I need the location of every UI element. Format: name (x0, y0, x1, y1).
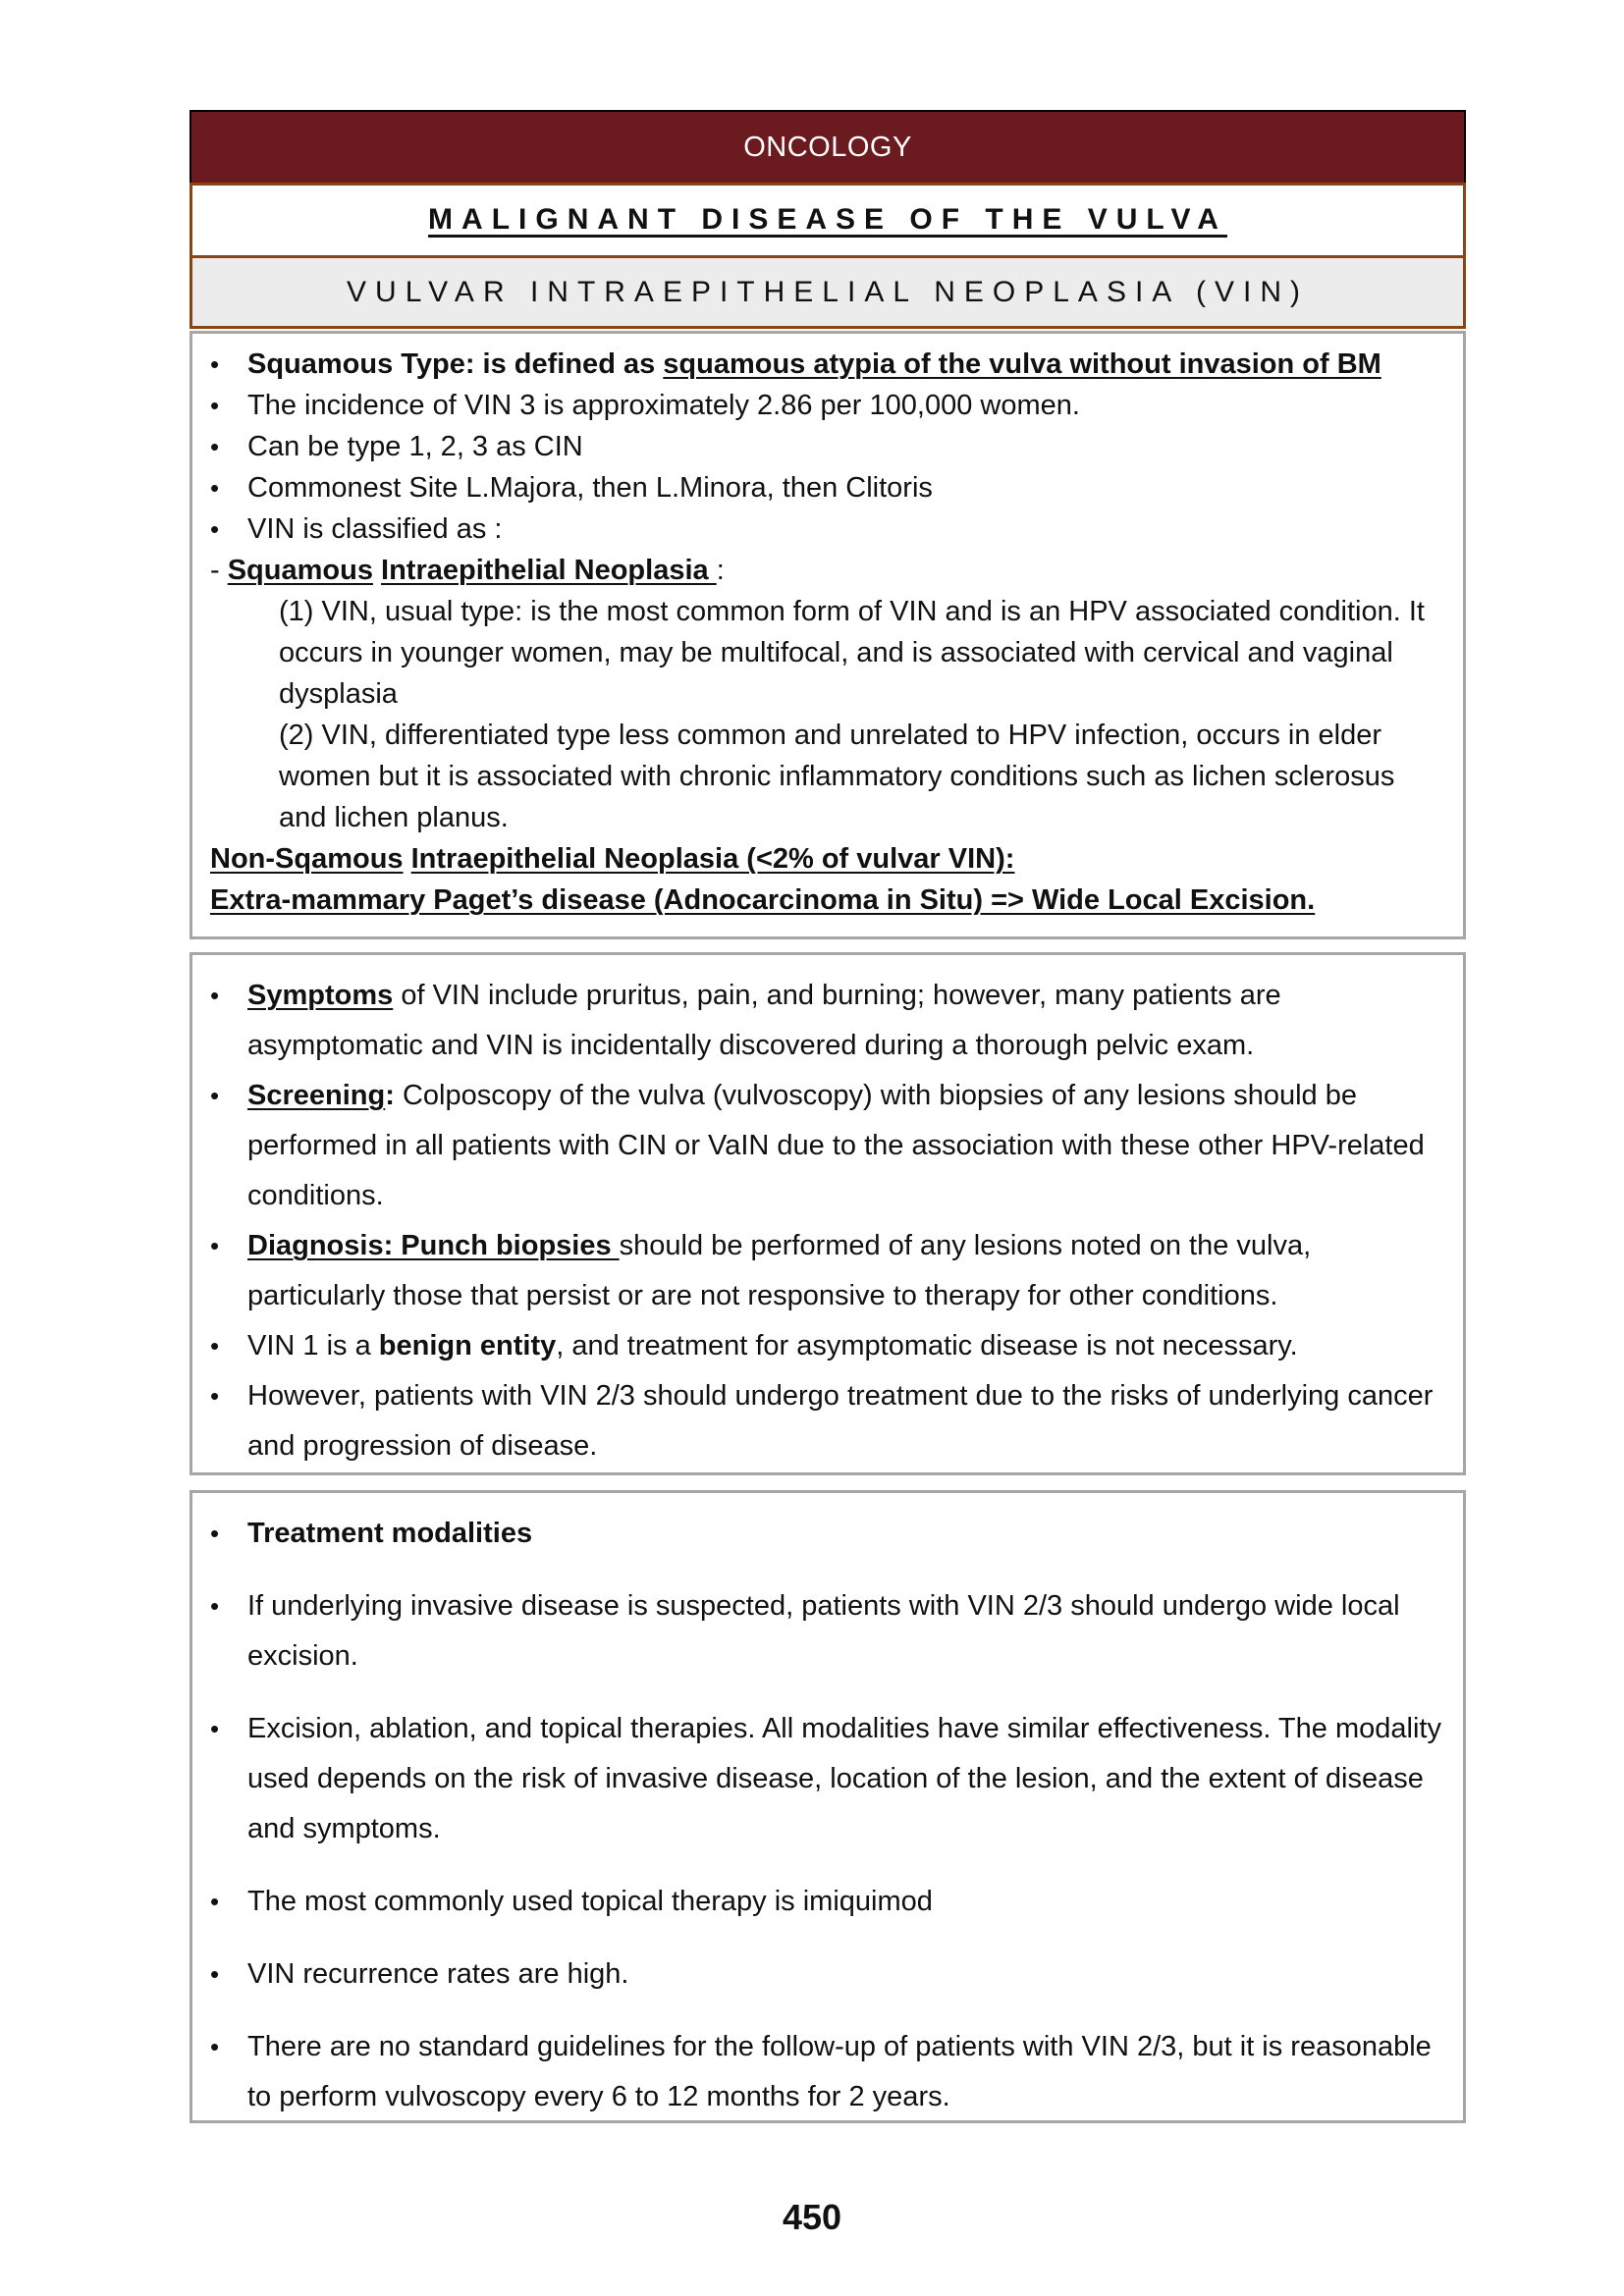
screening-colon: : (385, 1080, 395, 1111)
list-item (210, 1509, 1447, 1559)
non-squamous-word: Non-Sqamous (210, 843, 404, 875)
treatment-box (189, 1490, 1466, 2123)
vin1-prefix: VIN 1 is a (247, 1330, 379, 1362)
incidence-text: The incidence of VIN 3 is approximately 2.86 per 100,000 women. (247, 390, 1080, 421)
list-item (210, 1321, 1447, 1371)
list-item (210, 1704, 1447, 1854)
bullet-icon: • (210, 981, 220, 1010)
bullet-icon: • (210, 1231, 220, 1260)
dash: - (210, 555, 228, 586)
chapter-title: MALIGNANT DISEASE OF THE VULVA (428, 203, 1227, 236)
bullet-icon: • (210, 2032, 220, 2061)
bullet-icon: • (210, 1081, 220, 1110)
list-item (210, 385, 1447, 426)
list-item (210, 344, 1447, 385)
bullet-icon: • (210, 1519, 220, 1548)
treatment-item: The most commonly used topical therapy is imiquimod (247, 1886, 933, 1917)
clinical-box (189, 952, 1466, 1475)
non-squamous-detail: Intraepithelial Neoplasia (<2% of vulvar VIN): (410, 843, 1015, 875)
page-number: 450 (782, 2197, 842, 2237)
bullet-icon: • (210, 349, 220, 379)
list-item (210, 2022, 1447, 2122)
treatment-list (210, 1509, 1447, 2122)
treatment-item: If underlying invasive disease is suspected, patients with VIN 2/3 should undergo wide local excision. (247, 1590, 1400, 1672)
bullet-icon: • (210, 473, 220, 503)
squamous-heading (210, 550, 1447, 591)
treatment-item: Excision, ablation, and topical therapies. All modalities have similar effectiveness. The modality used depends on the risk of invasive disease, location of the lesion, and the extent of disease and symptoms. (247, 1713, 1441, 1844)
category-band (189, 110, 1466, 183)
definition-box (189, 331, 1466, 939)
bullet-icon: • (210, 1331, 220, 1361)
diagnosis-text: should be performed of any lesions noted on the vulva, particularly those that persist or are not responsive to therapy for other conditions. (247, 1230, 1312, 1311)
symptoms-text: of VIN include pruritus, pain, and burning; however, many patients are asymptomatic and VIN is incidentally discovered during a thorough pelvic exam. (247, 980, 1281, 1061)
list-item (210, 1877, 1447, 1927)
treatment-item: VIN recurrence rates are high. (247, 1958, 629, 1990)
bullet-icon: • (210, 432, 220, 461)
bullet-icon: • (210, 1887, 220, 1916)
bullet-icon: • (210, 514, 220, 544)
clinical-list (210, 971, 1447, 1471)
list-item (210, 508, 1447, 550)
chapter-title-row (189, 183, 1466, 255)
benign-entity: benign entity (378, 1330, 557, 1362)
bullet-icon: • (210, 1959, 220, 1989)
vin-differentiated-type: (2) VIN, differentiated type less common and unrelated to HPV infection, occurs in elder women but it is associated with chronic inflammatory conditions such as lichen sclerosus and lichen planus. (279, 720, 1395, 833)
section-subtitle: VULVAR INTRAEPITHELIAL NEOPLASIA (VIN) (347, 276, 1309, 308)
intraepithelial-neoplasia-word: Intraepithelial Neoplasia (381, 555, 717, 586)
list-item (210, 426, 1447, 467)
commonest-site-text: Commonest Site L.Majora, then L.Minora, then Clitoris (247, 472, 933, 504)
colon: : (716, 555, 725, 586)
list-item (210, 1071, 1447, 1221)
diagnosis-label: Diagnosis: Punch biopsies (247, 1230, 620, 1261)
list-item (210, 1581, 1447, 1682)
squamous-type-definition: squamous atypia of the vulva without invasion of BM (663, 348, 1381, 380)
squamous-word: Squamous (227, 555, 373, 586)
list-item (210, 1371, 1447, 1471)
squamous-type-label: Squamous Type: is defined as (247, 348, 664, 380)
paget-text: Extra-mammary Paget’s disease (Adnocarcinoma in Situ) => Wide Local Excision. (210, 884, 1316, 916)
bullet-icon: • (210, 1591, 220, 1621)
screening-text: Colposcopy of the vulva (vulvoscopy) with biopsies of any lesions should be performed in all patients with CIN or VaIN due to the association with these other HPV-related conditions. (247, 1080, 1425, 1211)
section-subtitle-row (189, 255, 1466, 329)
bullet-icon: • (210, 1714, 220, 1743)
vin-usual-type: (1) VIN, usual type: is the most common form of VIN and is an HPV associated condition. It occurs in younger women, may be multifocal, and is associated with cervical and vaginal dysplasia (279, 596, 1425, 710)
list-item (210, 1221, 1447, 1321)
treatment-heading: Treatment modalities (247, 1518, 533, 1549)
classification-text: VIN is classified as : (247, 513, 503, 545)
category-label: ONCOLOGY (743, 132, 912, 163)
screening-label: Screening (247, 1080, 386, 1111)
symptoms-label: Symptoms (247, 980, 394, 1011)
list-item (210, 1949, 1447, 2000)
list-item (210, 971, 1447, 1071)
bullet-icon: • (210, 391, 220, 420)
vin1-text: , and treatment for asymptomatic disease is not necessary. (556, 1330, 1298, 1362)
list-item (210, 467, 1447, 508)
vin23-text: However, patients with VIN 2/3 should undergo treatment due to the risks of underlying cancer and progression of disease. (247, 1380, 1434, 1462)
bullet-icon: • (210, 1381, 220, 1411)
types-text: Can be type 1, 2, 3 as CIN (247, 431, 583, 462)
definition-list (210, 344, 1447, 550)
treatment-item: There are no standard guidelines for the follow-up of patients with VIN 2/3, but it is reasonable to perform vulvoscopy every 6 to 12 months for 2 years. (247, 2031, 1432, 2112)
paget-line (210, 880, 1447, 921)
non-squamous-heading (210, 838, 1447, 880)
